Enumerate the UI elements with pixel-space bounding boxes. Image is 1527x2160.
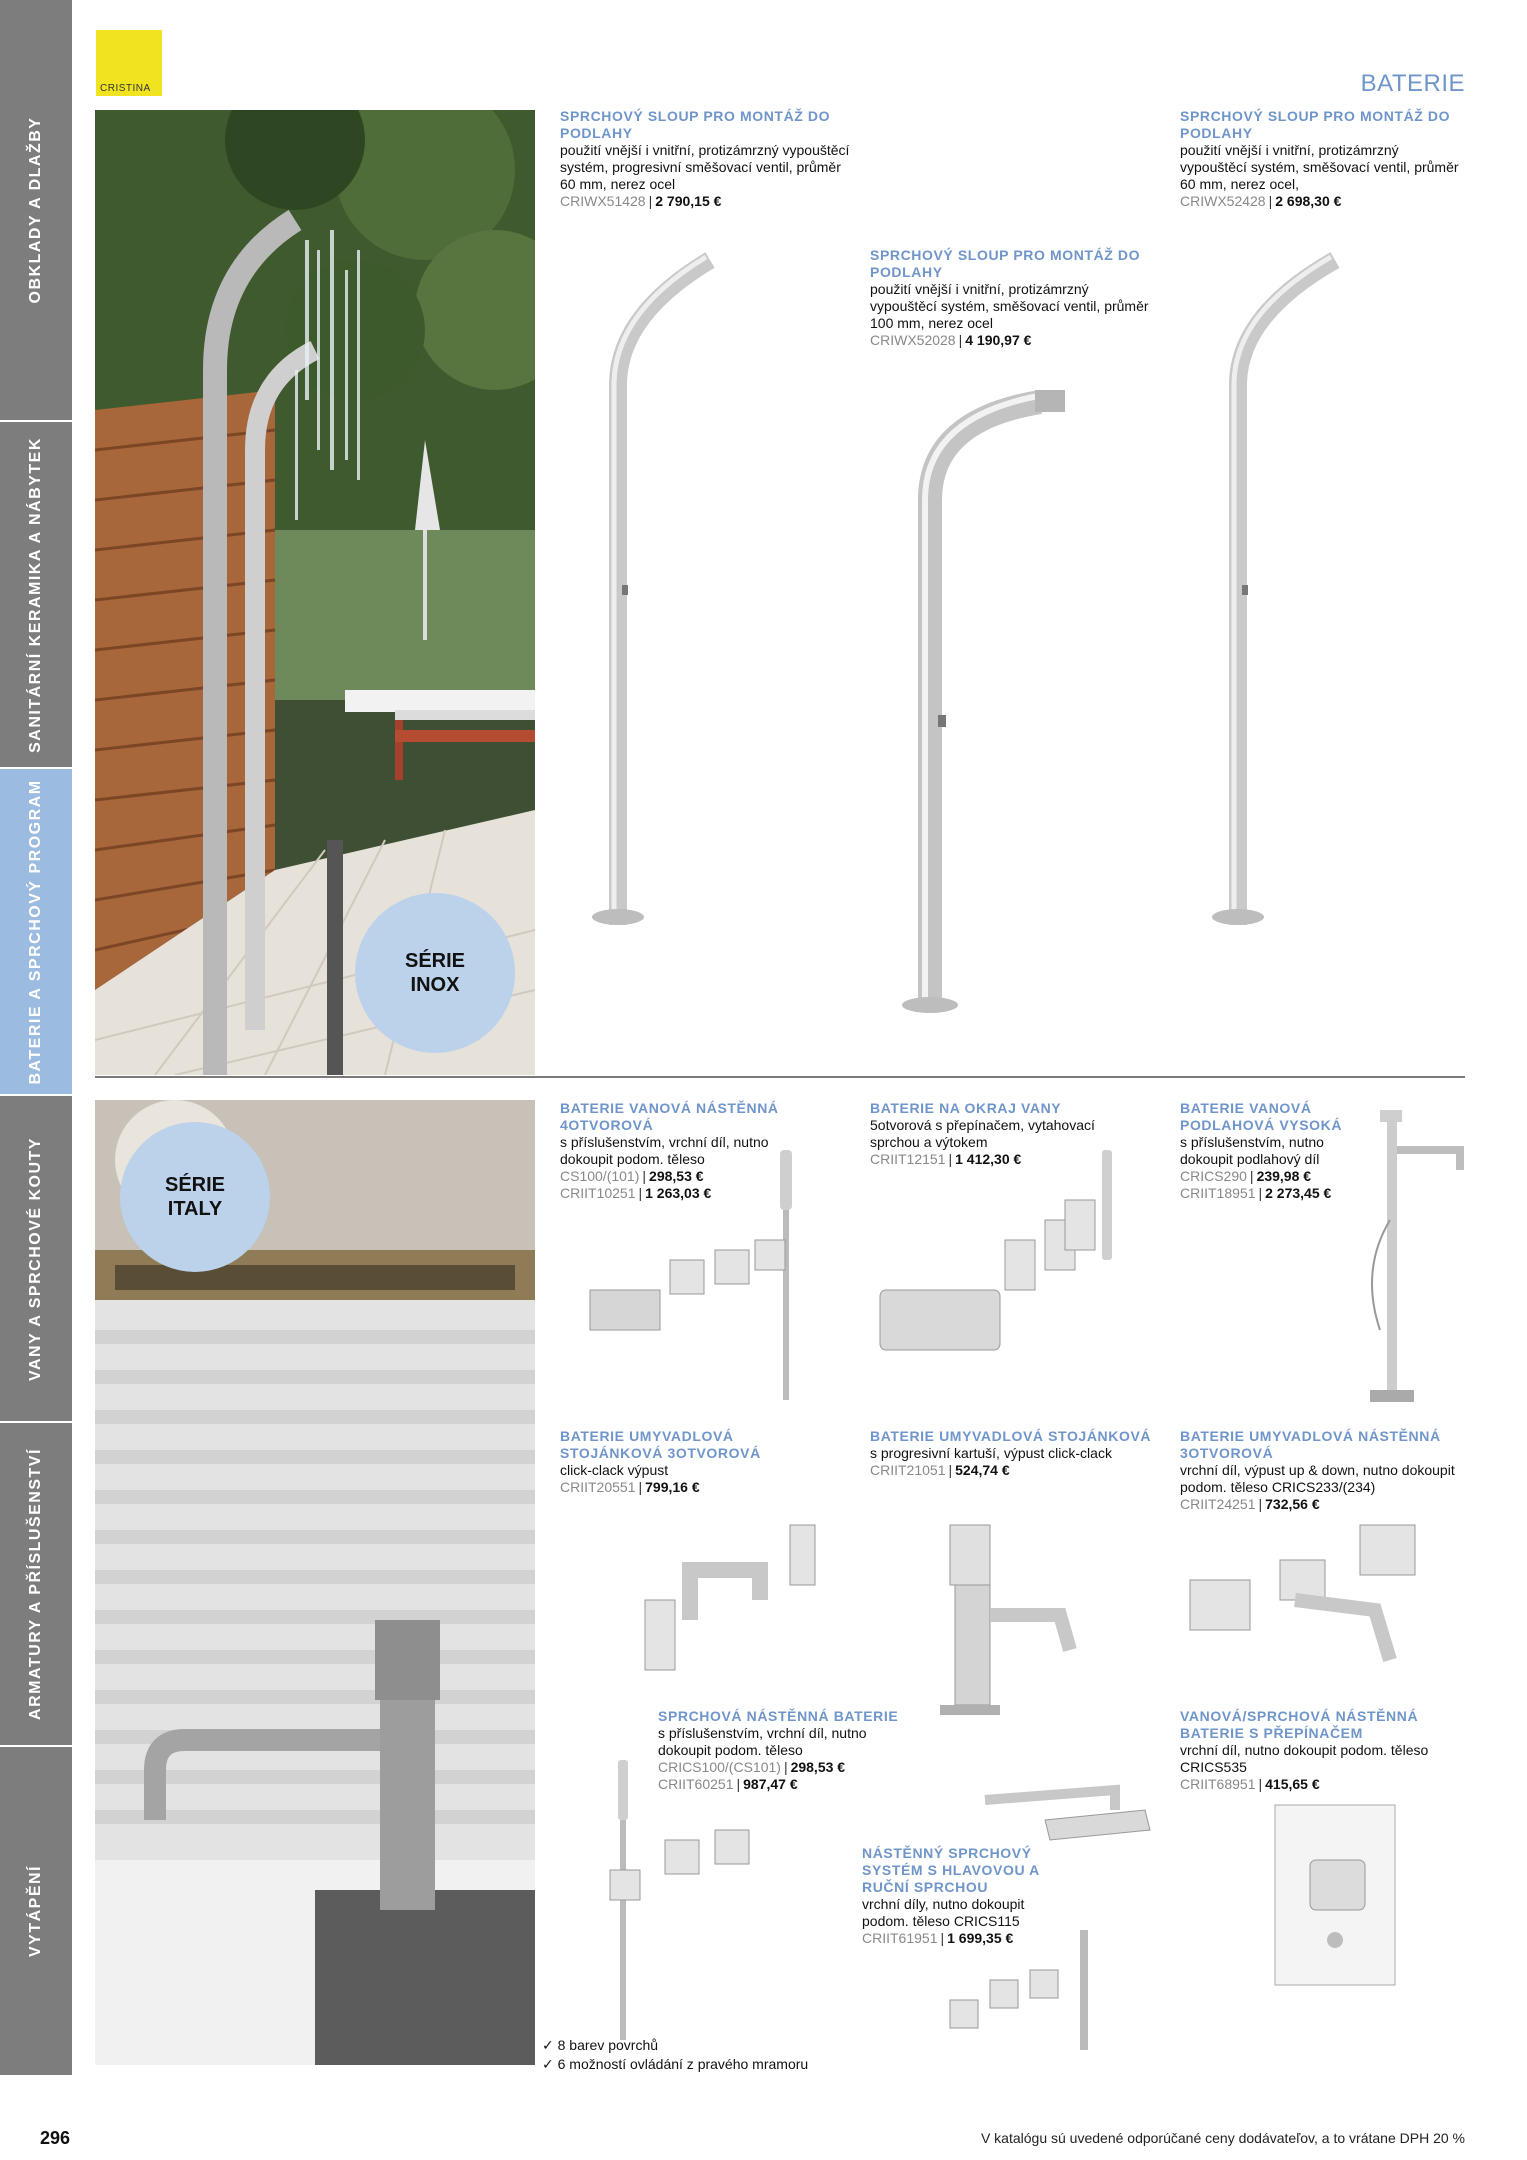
feature-bullet: ✓ 8 barev povrchů — [542, 2036, 808, 2055]
product-info — [1180, 108, 1465, 210]
product-description: vrchní díl, výpust up & down, nutno dokoupit podom. těleso CRICS233/(234) — [1180, 1462, 1455, 1495]
product-title: BATERIE NA OKRAJ VANY — [870, 1100, 1062, 1116]
brand-logo — [96, 30, 162, 96]
product-price-line: CRIIT10251 | 1 263,03 € — [560, 1185, 712, 1201]
product-description: s progresivní kartuší, výpust click-clack — [870, 1445, 1112, 1461]
product-description: s příslušenstvím, vrchní díl, nutno dokoupit podom. těleso — [658, 1725, 867, 1758]
feature-bullet: ✓ 6 možností ovládání z pravého mramoru — [542, 2055, 808, 2074]
product-price-line: CRIIT21051 | 524,74 € — [870, 1462, 1010, 1478]
product-title: SPRCHOVÝ SLOUP PRO MONTÁŽ DO PODLAHY — [1180, 108, 1451, 141]
product-price: 732,56 € — [1265, 1496, 1320, 1512]
product-price: 1 699,35 € — [947, 1930, 1014, 1946]
shower-column-image-2 — [900, 380, 1080, 1020]
product-code: CRICS100/(CS101) — [658, 1759, 781, 1775]
page-number: 296 — [40, 2128, 71, 2148]
product-title: BATERIE UMYVADLOVÁ STOJÁNKOVÁ — [870, 1428, 1152, 1444]
product-code: CRIIT20551 — [560, 1479, 636, 1495]
product-code: CRIWX52028 — [870, 332, 956, 348]
product-price: 2 273,45 € — [1265, 1185, 1332, 1201]
nav-label: BATERIE A SPRCHOVÝ PROGRAM — [27, 778, 44, 1085]
product-price-line: CRIIT24251 | 732,56 € — [1180, 1496, 1320, 1512]
product-title: BATERIE UMYVADLOVÁ NÁSTĚNNÁ 3OTVOROVÁ — [1180, 1428, 1441, 1461]
product-price-line: CRIWX52428 | 2 698,30 € — [1180, 193, 1342, 209]
basin-mixer-3hole-image — [640, 1520, 820, 1685]
product-price: 415,65 € — [1265, 1776, 1320, 1792]
product-price-line: CRIWX52028 | 4 190,97 € — [870, 332, 1032, 348]
bath-rim-mixer-image — [870, 1140, 1130, 1395]
product-code: CRICS290 — [1180, 1168, 1247, 1184]
product-price-line: CRIIT68951 | 415,65 € — [1180, 1776, 1320, 1792]
product-title: BATERIE VANOVÁ NÁSTĚNNÁ 4OTVOROVÁ — [560, 1100, 779, 1133]
wall-shower-mixer-image — [590, 1750, 770, 2050]
nav-label: OBKLADY A DLAŽBY — [27, 116, 44, 304]
product-info — [658, 1708, 923, 1793]
nav-item-obklady[interactable] — [0, 0, 72, 420]
product-price: 2 698,30 € — [1275, 193, 1342, 209]
nav-item-vany[interactable] — [0, 1096, 72, 1421]
product-code: CRIIT21051 — [870, 1462, 946, 1478]
nav-label: SANITÁRNÍ KERAMIKA A NÁBYTEK — [27, 436, 44, 753]
wall-bath-shower-mixer-diverter-image — [1270, 1800, 1400, 1990]
product-price: 1 412,30 € — [955, 1151, 1022, 1167]
product-description: vrchní díl, nutno dokoupit podom. těleso CRICS535 — [1180, 1742, 1429, 1775]
product-price: 524,74 € — [955, 1462, 1010, 1478]
product-code: CRIIT68951 — [1180, 1776, 1256, 1792]
product-price-line: CRICS290 | 239,98 € — [1180, 1168, 1312, 1184]
product-info — [1180, 1708, 1460, 1793]
product-code: CRIIT60251 — [658, 1776, 734, 1792]
product-title: VANOVÁ/SPRCHOVÁ NÁSTĚNNÁ BATERIE S PŘEPÍNAČEM — [1180, 1708, 1419, 1741]
product-price: 239,98 € — [1256, 1168, 1312, 1184]
product-description: použití vnější i vnitřní, protizámrzný vypouštěcí systém, směšovací ventil, průměr 100 mm, nerez ocel — [870, 281, 1149, 331]
series-badge-italy: SÉRIE ITALY — [120, 1122, 270, 1272]
product-code: CRIIT12151 — [870, 1151, 946, 1167]
product-description: vrchní díly, nutno dokoupit podom. těleso CRICS115 — [862, 1896, 1025, 1929]
product-price: 987,47 € — [743, 1776, 798, 1792]
section-title: BATERIE — [1360, 70, 1465, 97]
product-price: 298,53 € — [790, 1759, 846, 1775]
product-price-line: CRICS100/(CS101) | 298,53 € — [658, 1759, 846, 1775]
product-price-line: CRIIT61951 | 1 699,35 € — [862, 1930, 1014, 1946]
product-description: click-clack výpust — [560, 1462, 669, 1478]
product-info — [862, 1845, 1072, 1947]
product-title: BATERIE VANOVÁ PODLAHOVÁ VYSOKÁ — [1180, 1100, 1343, 1133]
product-code: CRIWX52428 — [1180, 193, 1266, 209]
product-price-line: CRIIT20551 | 799,16 € — [560, 1479, 700, 1495]
product-code: CRIIT10251 — [560, 1185, 636, 1201]
product-code: CRIWX51428 — [560, 193, 646, 209]
product-price: 1 263,03 € — [645, 1185, 712, 1201]
product-info — [870, 247, 1150, 349]
nav-label: ARMATURY A PŘÍSLUŠENSTVÍ — [27, 1448, 44, 1720]
product-info — [870, 1428, 1160, 1479]
wall-basin-mixer-3hole-image — [1185, 1520, 1425, 1670]
product-title: NÁSTĚNNÝ SPRCHOVÝ SYSTÉM S HLAVOVOU A RUČNÍ SPRCHOU — [862, 1845, 1040, 1895]
product-price-line: CRIIT12151 | 1 412,30 € — [870, 1151, 1022, 1167]
product-price: 298,53 € — [649, 1168, 704, 1184]
product-code: CRIIT18951 — [1180, 1185, 1256, 1201]
nav-item-baterie[interactable] — [0, 769, 72, 1094]
product-description: 5otvorová s přepínačem, vytahovací sprchou a výtokem — [870, 1117, 1095, 1150]
nav-item-armatury[interactable] — [0, 1423, 72, 1745]
product-description: použití vnější i vnitřní, protizámrzný vypouštěcí systém, progresivní směšovací ventil, průměr 60 mm, nerez ocel — [560, 142, 850, 192]
basin-mixer-single-image — [930, 1520, 1080, 1720]
product-title: SPRCHOVÝ SLOUP PRO MONTÁŽ DO PODLAHY — [870, 247, 1141, 280]
product-title: BATERIE UMYVADLOVÁ STOJÁNKOVÁ 3OTVOROVÁ — [560, 1428, 761, 1461]
product-code: CRIIT61951 — [862, 1930, 938, 1946]
product-price-line: CRIWX51428 | 2 790,15 € — [560, 193, 722, 209]
product-price-line: CRIIT60251 | 987,47 € — [658, 1776, 798, 1792]
section-divider — [95, 1076, 1465, 1078]
shower-column-image-1 — [590, 245, 740, 935]
product-description: s příslušenstvím, vrchní díl, nutno dokoupit podom. těleso — [560, 1134, 769, 1167]
product-title: SPRCHOVÁ NÁSTĚNNÁ BATERIE — [658, 1708, 899, 1724]
product-code: CRIIT24251 — [1180, 1496, 1256, 1512]
product-price: 4 190,97 € — [965, 332, 1032, 348]
product-info — [560, 1100, 800, 1202]
feature-bullets — [542, 2036, 808, 2074]
product-price: 2 790,15 € — [655, 193, 722, 209]
product-info — [1180, 1100, 1370, 1202]
nav-item-vytapeni[interactable] — [0, 1747, 72, 2075]
product-price-line: CS100/(101) | 298,53 € — [560, 1168, 704, 1184]
shower-column-image-3 — [1210, 245, 1360, 935]
product-description: použití vnější i vnitřní, protizámrzný vypouštěcí systém, směšovací ventil, průměr 60 mm, nerez ocel, — [1180, 142, 1459, 192]
nav-label: VANY A SPRCHOVÉ KOUTY — [27, 1136, 44, 1381]
freestanding-bath-mixer-image — [1360, 1100, 1480, 1410]
product-description: s příslušenstvím, nutno dokoupit podlahový díl — [1180, 1134, 1324, 1167]
nav-label: VYTÁPĚNÍ — [27, 1864, 44, 1958]
product-title: SPRCHOVÝ SLOUP PRO MONTÁŽ DO PODLAHY — [560, 108, 831, 141]
product-info — [560, 108, 860, 210]
product-code: CS100/(101) — [560, 1168, 640, 1184]
nav-item-sanitarni[interactable] — [0, 422, 72, 767]
product-price-line: CRIIT18951 | 2 273,45 € — [1180, 1185, 1332, 1201]
product-info — [560, 1428, 820, 1496]
brand-logo-text: CRISTINA — [100, 83, 151, 94]
product-info — [870, 1100, 1130, 1168]
side-navigation — [0, 0, 72, 2075]
product-price: 799,16 € — [645, 1479, 700, 1495]
series-badge-inox: SÉRIE INOX — [355, 893, 515, 1053]
product-info — [1180, 1428, 1470, 1513]
footer-note: V katalógu sú uvedené odporúčané ceny dodávateľov, a to vrátane DPH 20 % — [980, 2130, 1465, 2146]
